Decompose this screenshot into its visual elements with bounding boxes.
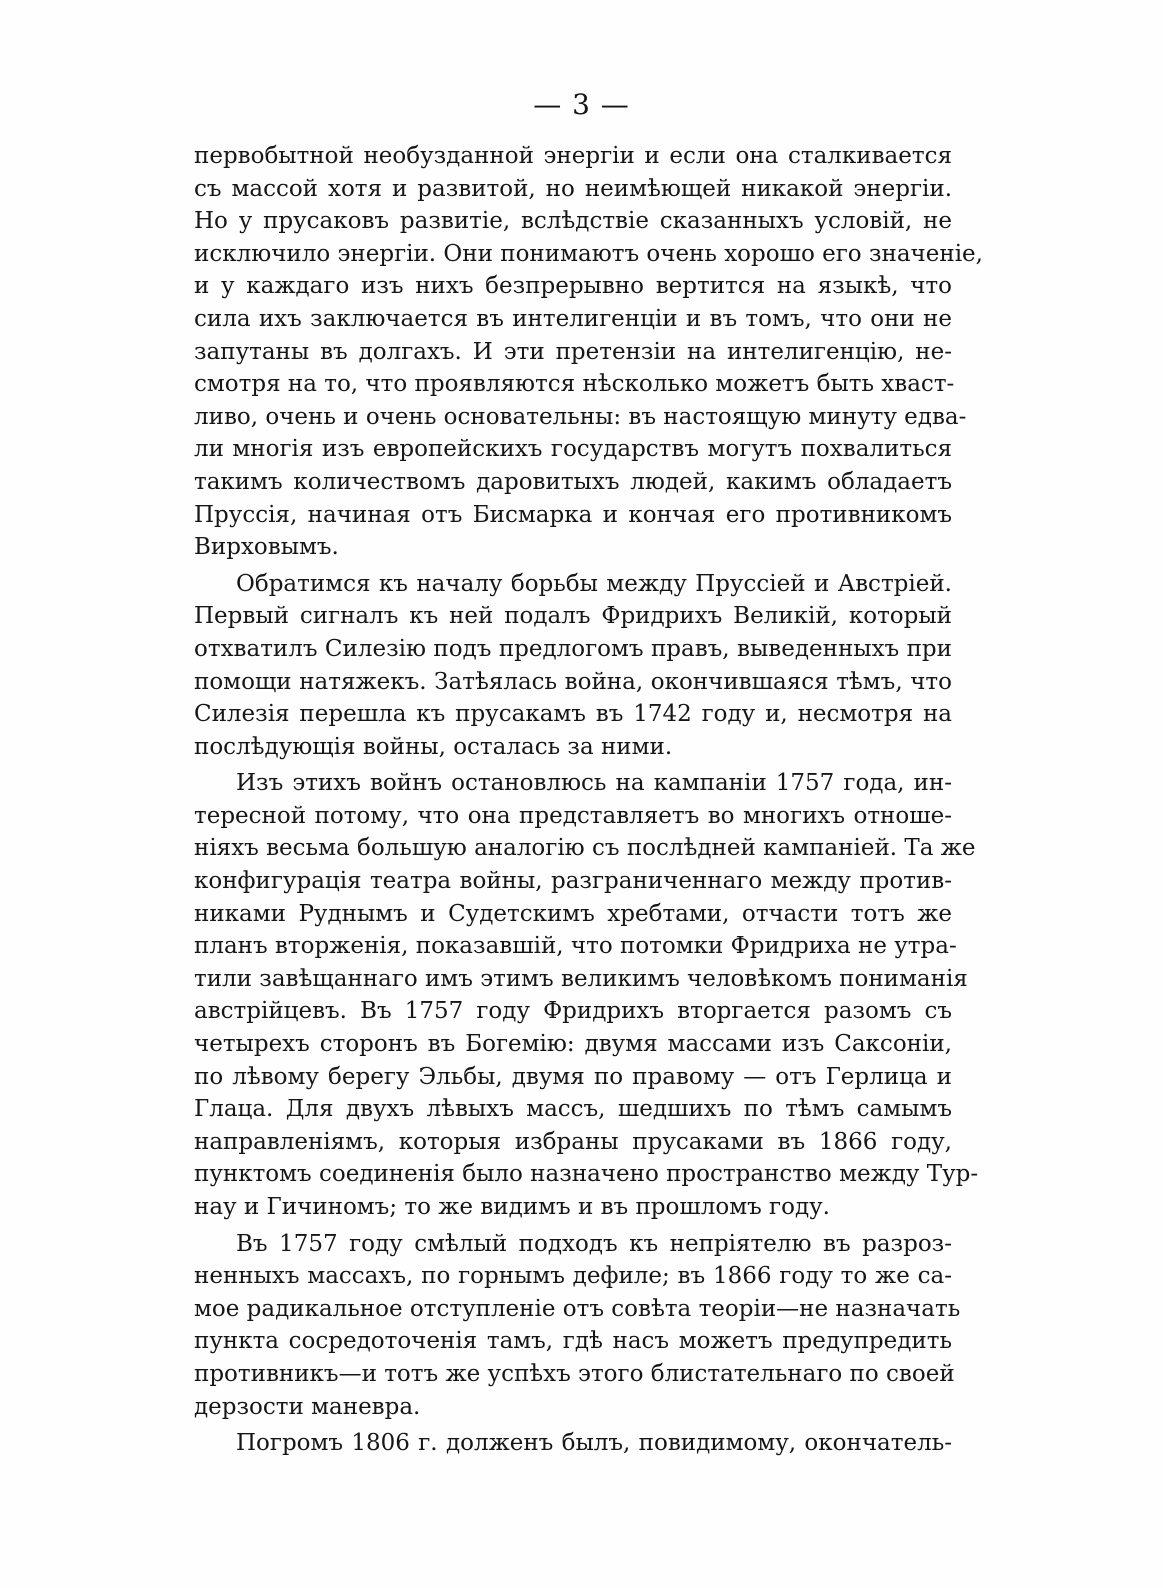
text-line: Глаца. Для двухъ лѣвыхъ массъ, шедшихъ по тѣмъ самымъ — [194, 1096, 952, 1123]
text-line: ли многія изъ европейскихъ государствъ могутъ похвалиться — [194, 436, 952, 463]
text-line: первобытной необузданной энергіи и если она сталкивается — [194, 143, 952, 169]
text-line: пункта сосредоточенія тамъ, гдѣ насъ можетъ предупредить — [194, 1328, 952, 1355]
paragraph — [194, 1427, 952, 1460]
text-line: ніяхъ весьма большую аналогію съ послѣдней кампаніей. Та же — [194, 835, 976, 862]
text-line: Изъ этихъ войнъ остановлюсь на кампаніи 1757 года, ин- — [236, 770, 952, 797]
text-line: исключило энергіи. Они понимаютъ очень хорошо его значеніе, — [194, 240, 983, 267]
text-line: австрійцевъ. Въ 1757 году Фридрихъ вторгается разомъ съ — [194, 998, 952, 1025]
text-line: четырехъ сторонъ въ Богемію: двумя массами изъ Саксоніи, — [194, 1031, 952, 1058]
text-line: мое радикальное отступленіе отъ совѣта теоріи—не назначать — [194, 1295, 961, 1322]
text-line: дерзости маневра. — [194, 1393, 421, 1420]
text-line: и у каждаго изъ нихъ безпрерывно вертится на языкѣ, что — [194, 273, 952, 300]
text-line: тили завѣщаннаго имъ этимъ великимъ человѣкомъ пониманія — [194, 965, 968, 992]
text-line: Первый сигналъ къ ней подалъ Фридрихъ Великій, который — [194, 603, 952, 630]
text-line: ливо, очень и очень основательны: въ настоящую минуту едва- — [194, 403, 967, 430]
text-line: такимъ количествомъ даровитыхъ людей, какимъ обладаетъ — [194, 468, 952, 495]
paragraph — [194, 568, 952, 764]
text-line: нау и Гичиномъ; то же видимъ и въ прошломъ году. — [194, 1194, 830, 1220]
text-line: смотря на то, что проявляются нѣсколько можетъ быть хваст- — [194, 371, 955, 398]
text-line: Силезія перешла къ прусакамъ въ 1742 году и, несмотря на — [194, 701, 952, 728]
text-line: Но у прусаковъ развитіе, вслѣдствіе сказанныхъ условій, не — [194, 208, 952, 235]
text-line: послѣдующія войны, осталась за ними. — [194, 733, 673, 760]
paragraph — [194, 767, 979, 1223]
text-line: направленіямъ, которыя избраны прусаками въ 1866 году, — [194, 1128, 952, 1155]
text-line: конфигурація театра войны, разграниченнаго между против- — [194, 868, 952, 895]
text-line: съ массой хотя и развитой, но неимѣющей никакой энергіи. — [194, 175, 952, 202]
page-number: — 3 — — [533, 88, 630, 121]
text-line: Пруссія, начиная отъ Бисмарка и кончая его противникомъ — [194, 501, 952, 528]
text-line: запутаны въ долгахъ. И эти претензіи на интелигенцію, не- — [194, 338, 952, 365]
paragraph — [194, 1228, 961, 1424]
text-line: тересной потому, что она представляетъ во многихъ отноше- — [194, 802, 952, 829]
text-line: помощи натяжекъ. Затѣялась война, окончившаяся тѣмъ, что — [194, 668, 952, 695]
paragraph — [194, 140, 983, 564]
text-line: сила ихъ заключается въ интелигенціи и въ томъ, что они не — [194, 305, 952, 332]
text-line: ненныхъ массахъ, по горнымъ дефиле; въ 1866 году то же са- — [194, 1263, 952, 1290]
text-line: Обратимся къ началу борьбы между Пруссіей и Австріей. — [236, 570, 952, 597]
text-line: никами Руднымъ и Судетскимъ хребтами, отчасти тотъ же — [194, 900, 952, 927]
text-line: Погромъ 1806 г. долженъ былъ, повидимому, окончатель- — [236, 1430, 952, 1457]
text-line: противникъ—и тотъ же успѣхъ этого блистательнаго по своей — [194, 1360, 955, 1387]
body-text — [194, 140, 983, 1464]
text-line: отхватилъ Силезію подъ предлогомъ правъ, выведенныхъ при — [194, 635, 952, 662]
text-line: планъ вторженія, показавшій, что потомки Фридриха не утра- — [194, 933, 957, 960]
text-line: пунктомъ соединенія было назначено пространство между Тур- — [194, 1161, 979, 1188]
text-line: по лѣвому берегу Эльбы, двумя по правому — отъ Герлица и — [194, 1063, 952, 1090]
text-line: Въ 1757 году смѣлый подходъ къ непріятелю въ разроз- — [236, 1230, 952, 1257]
text-line: Вирховымъ. — [194, 534, 339, 561]
